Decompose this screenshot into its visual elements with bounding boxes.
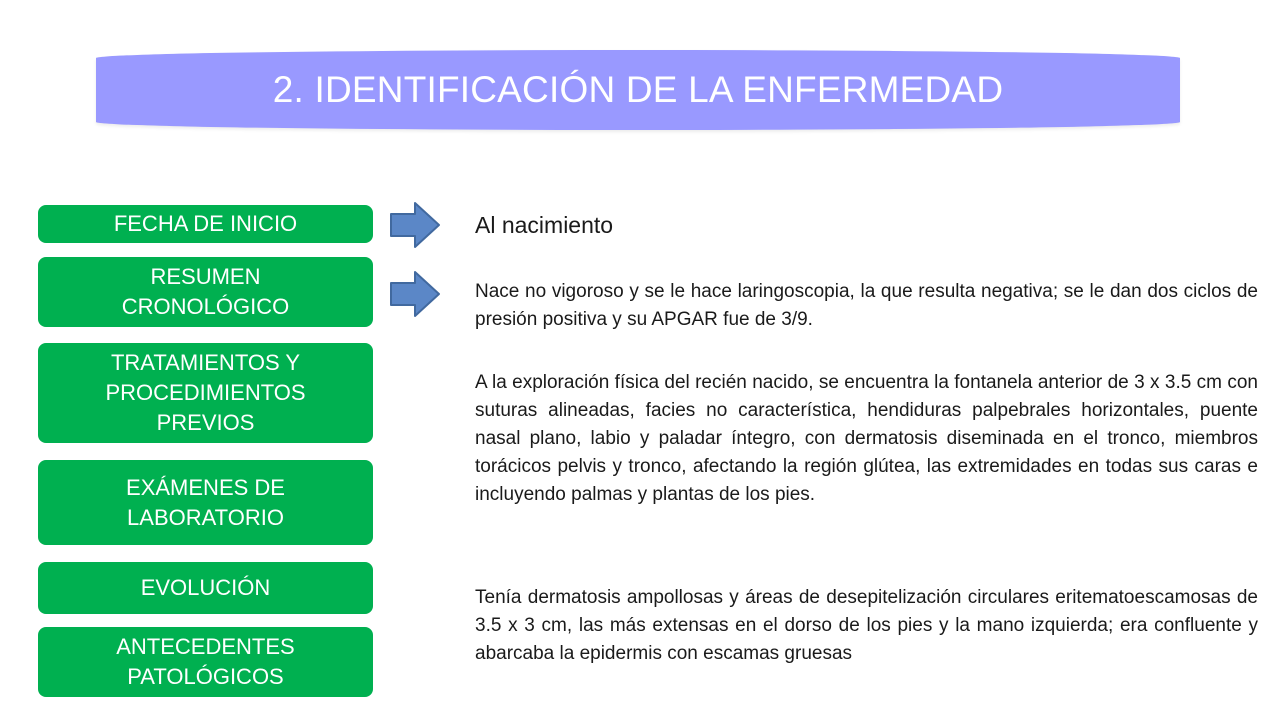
- right-arrow-icon: [389, 201, 441, 249]
- title-banner: [96, 50, 1180, 130]
- section-resumen-cronologico: RESUMEN CRONOLÓGICO: [38, 257, 373, 327]
- section-fecha-de-inicio: FECHA DE INICIO: [38, 205, 373, 243]
- section-antecedentes-patologicos: ANTECEDENTES PATOLÓGICOS: [38, 627, 373, 697]
- page-title: 2. IDENTIFICACIÓN DE LA ENFERMEDAD: [272, 69, 1004, 110]
- section-evolucion: EVOLUCIÓN: [38, 562, 373, 614]
- onset-text: Al nacimiento: [475, 212, 614, 238]
- summary-text: Nace no vigoroso y se le hace laringoscopia, la que resulta negativa; se le dan dos ciclos de presión positiva y su APGAR fue de 3/9.: [475, 281, 1258, 330]
- evolution-text: Tenía dermatosis ampollosas y áreas de desepitelización circulares eritematoescamosas de 3.5 x 3 cm, las más extensas en el dorso de los pies y la mano izquierda; era confluente y abarcaba la epidermis con escamas gruesas: [475, 587, 1258, 664]
- right-arrow-icon: [389, 270, 441, 318]
- section-tratamientos-previos: TRATAMIENTOS Y PROCEDIMIENTOS PREVIOS: [38, 343, 373, 443]
- exam-text: A la exploración física del recién nacido, se encuentra la fontanela anterior de 3 x 3.5 cm con suturas alineadas, facies no característica, hendiduras palpebrales horizontales, puente nasal plano, labio y paladar íntegro, con dermatosis diseminada en el tronco, miembros torácicos pelvis y tronco, afectando la región glútea, las extremidades en todas sus caras e incluyendo palmas y plantas de los pies.: [475, 372, 1258, 505]
- section-examenes-de-laboratorio: EXÁMENES DE LABORATORIO: [38, 460, 373, 545]
